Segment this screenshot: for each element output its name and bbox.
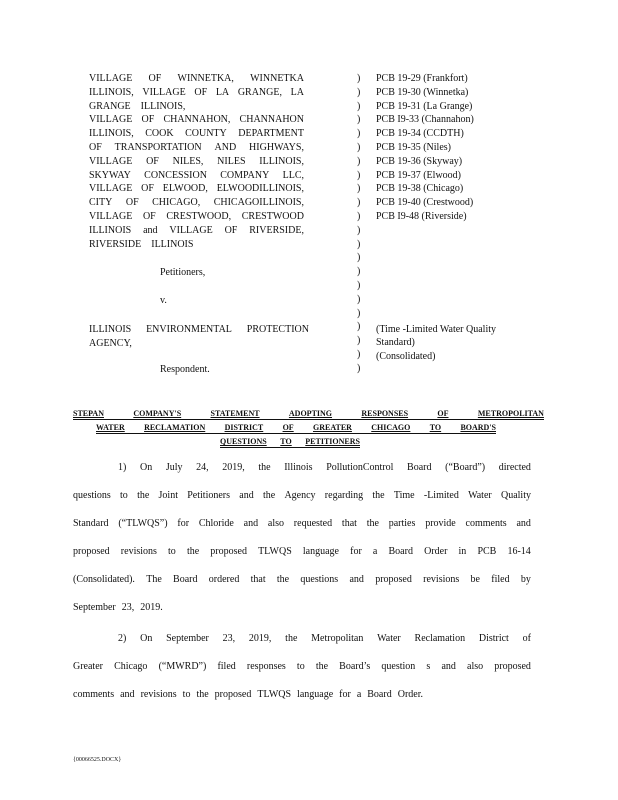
title-underline [96,433,496,434]
case-number: PCB 19-30 (Winnetka) [376,86,469,98]
paragraph-line: 2) On September 23, 2019, the Metropolitan Water Reclamation District of [118,633,531,644]
case-number: PCB 19-38 (Chicago) [376,183,464,195]
petitioner-line: OF TRANSPORTATION AND HIGHWAYS, [89,142,304,153]
case-number: PCB 19-40 (Crestwood) [376,197,474,209]
case-number: PCB 19-36 (Skyway) [376,155,463,167]
paragraph-line: (Consolidated). The Board ordered that the questions and proposed revisions be filed by [73,574,531,585]
paragraph-2 [73,633,531,717]
petitioner-line: CITY OF CHICAGO, CHICAGOILLINOIS, [89,197,304,209]
caption-paren: ) [357,100,361,112]
case-number: PCB I9-48 (Riverside) [376,211,467,222]
caption-paren: ) [357,293,361,305]
respondent-label: Respondent. [160,364,210,375]
petitioner-line: VILLAGE OF WINNETKA, WINNETKA [89,73,304,84]
petitioner-line: ILLINOIS, VILLAGE OF LA GRANGE, LA [89,86,304,98]
petitioner-line: VILLAGE OF ELWOOD, ELWOODILLINOIS, [89,183,304,195]
paragraph-line: comments and revisions to the proposed TLWQS language for a Board Order. [73,689,423,700]
paragraph-line: proposed revisions to the proposed TLWQS language for a Board Order in PCB 16-14 [73,546,531,557]
case-number: PCB I9-33 (Channahon) [376,114,474,126]
paragraph-line: September 23, 2019. [73,602,163,613]
title-underline [73,419,544,420]
petitioner-line: VILLAGE OF CRESTWOOD, CRESTWOOD [89,211,304,222]
caption-paren: ) [357,155,361,167]
paragraph-line: Greater Chicago (“MWRD”) filed responses to the Board’s question s and also proposed [73,661,531,672]
caption-paren: ) [357,335,361,347]
caption-paren: ) [357,197,361,209]
caption-paren: ) [357,211,361,222]
caption-paren: ) [357,238,361,250]
caption-paren: ) [357,321,361,333]
case-number: PCB 19-29 (Frankfort) [376,73,468,84]
caption-paren: ) [357,142,361,153]
title-line: STEPAN COMPANY'S STATEMENT ADOPTING RESPONSES OF METROPOLITAN [73,409,544,418]
standard-line-2: Standard) [376,337,415,348]
petitioners-label: Petitioners, [160,267,206,278]
petitioner-line: ILLINOIS, COOK COUNTY DEPARTMENT [89,128,304,140]
caption-paren: ) [357,183,361,195]
petitioner-line: RIVERSIDE ILLINOIS [89,238,194,250]
title-underline [220,447,360,448]
footer-doc-id: {00066525.DOCX} [73,757,122,763]
standard-line-3: (Consolidated) [376,351,436,362]
caption-paren: ) [357,280,361,291]
respondent-line: ILLINOIS ENVIRONMENTAL PROTECTION [89,324,309,335]
caption-paren: ) [357,128,361,140]
case-number: PCB 19-31 (La Grange) [376,100,473,112]
versus-label: v. [160,295,167,306]
caption-paren: ) [357,349,361,360]
standard-line-1: (Time -Limited Water Quality [376,324,497,335]
caption-paren: ) [357,169,361,181]
paragraph-line: Standard (“TLWQS”) for Chloride and also requested that the parties provide comments and [73,518,531,529]
caption-paren: ) [357,252,361,264]
petitioner-line: SKYWAY CONCESSION COMPANY LLC, [89,169,304,181]
caption-paren: ) [357,307,361,319]
caption-paren: ) [357,73,361,84]
respondent-line: AGENCY, [89,338,132,349]
petitioner-line: ILLINOIS and VILLAGE OF RIVERSIDE, [89,224,304,236]
case-number: PCB 19-34 (CCDTH) [376,128,464,140]
caption-paren: ) [357,86,361,98]
paragraph-line: questions to the Joint Petitioners and the Agency regarding the Time -Limited Water Quality [73,490,531,501]
caption-paren: ) [357,224,361,236]
caption-paren: ) [357,266,361,278]
petitioner-line: VILLAGE OF NILES, NILES ILLINOIS, [89,155,304,167]
case-number: PCB 19-37 (Elwood) [376,169,461,181]
title-line: WATER RECLAMATION DISTRICT OF GREATER CHICAGO TO BOARD'S [96,423,496,432]
petitioner-line: VILLAGE OF CHANNAHON, CHANNAHON [89,114,304,126]
paragraph-1 [73,462,531,630]
title-line: QUESTIONS TO PETITIONERS [220,437,360,446]
caption-paren: ) [357,114,361,126]
petitioner-line: GRANGE ILLINOIS, [89,100,186,112]
paragraph-line: 1) On July 24, 2019, the Illinois PollutionControl Board (“Board”) directed [118,462,531,473]
case-number: PCB 19-35 (Niles) [376,142,451,153]
caption-paren: ) [357,362,361,374]
